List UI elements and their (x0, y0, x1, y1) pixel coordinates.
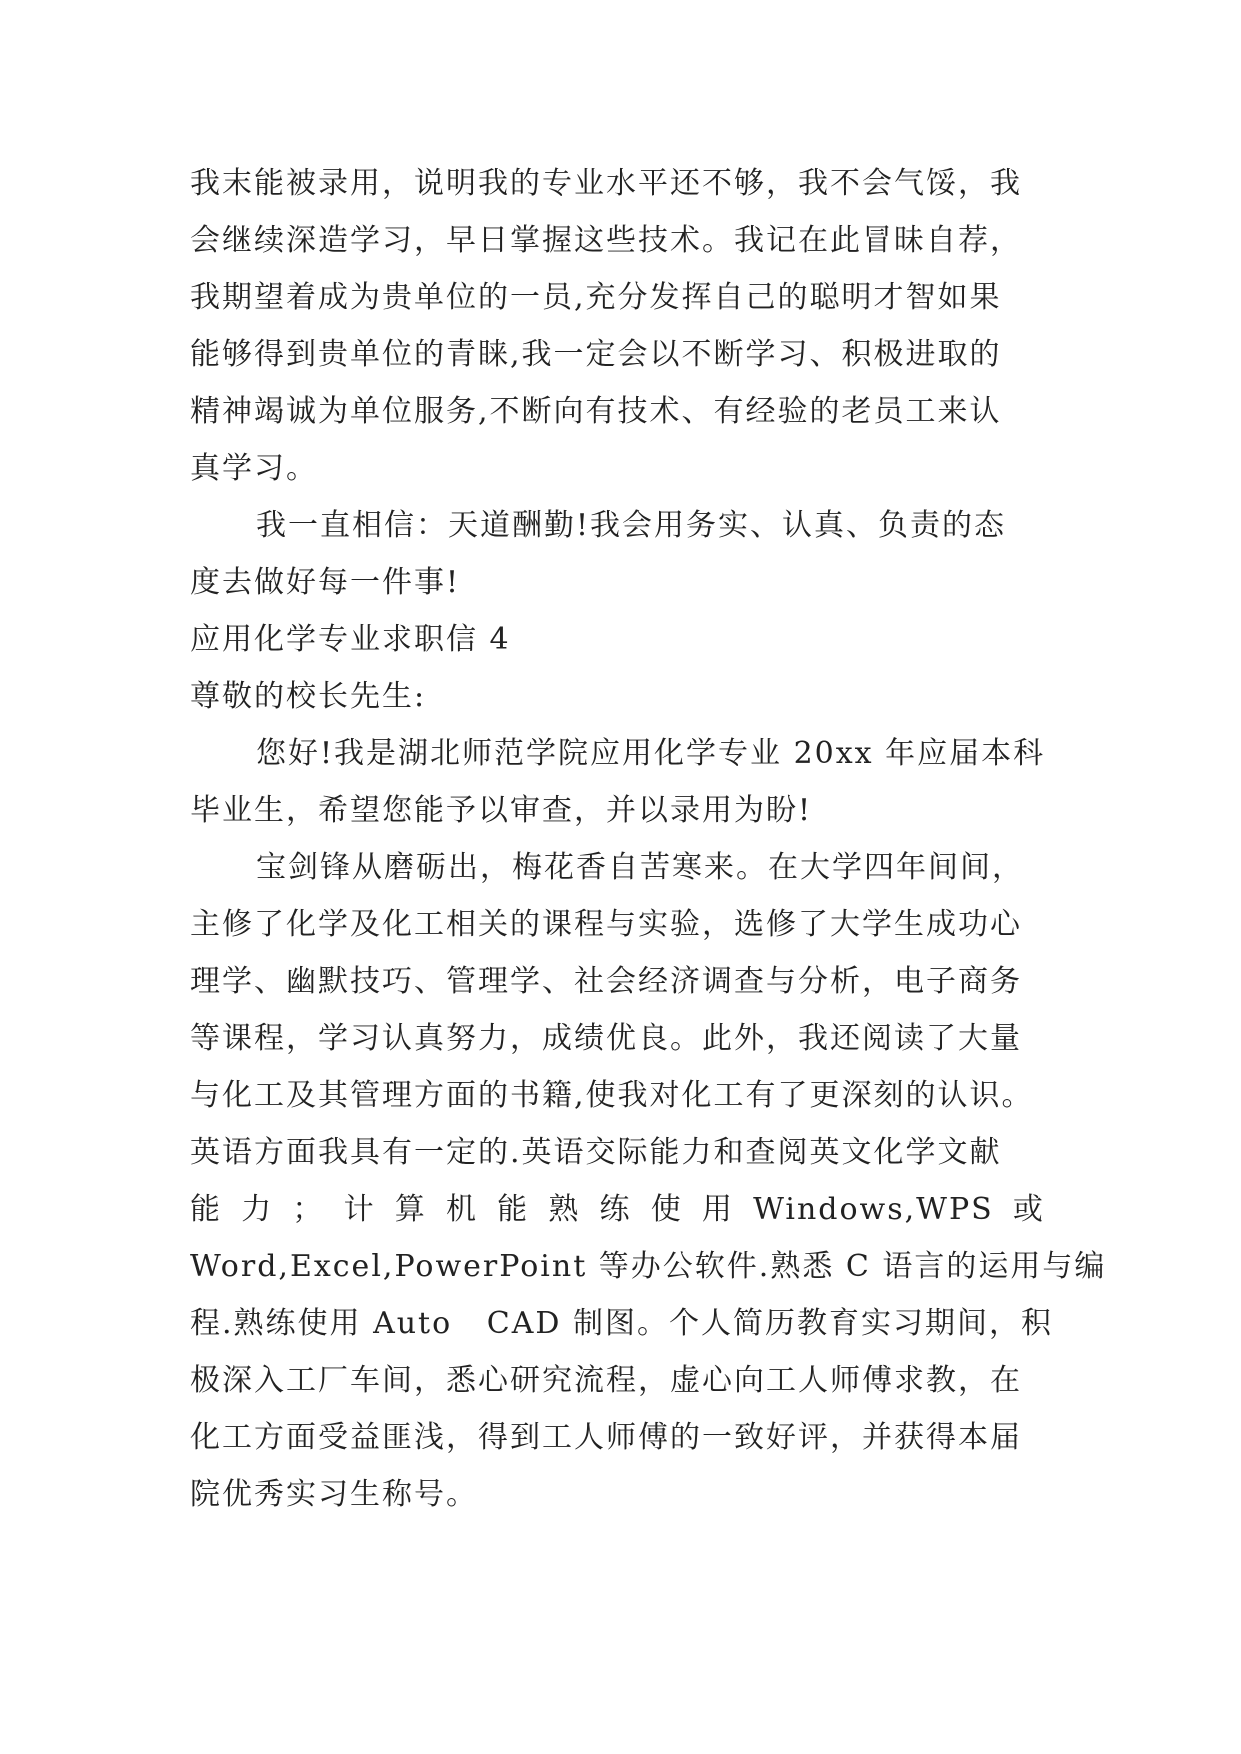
salutation: 尊敬的校长先生: (190, 679, 427, 714)
text-token: 练 (599, 1192, 632, 1227)
text-line: 程.熟练使用 Auto CAD 制图。个人简历教育实习期间，积 (190, 1306, 1053, 1341)
paragraph-first-line: 我一直相信：天道酬勤!我会用务实、认真、负责的态 (256, 508, 1007, 543)
justified-line (190, 1181, 1045, 1238)
text-token: 或 (1012, 1192, 1045, 1227)
text-line: 院优秀实习生称号。 (190, 1477, 478, 1512)
text-token: 使 (650, 1192, 683, 1227)
text-token: 能 (190, 1192, 222, 1227)
paragraph-first-line: 您好!我是湖北师范学院应用化学专业 20xx 年应届本科 (256, 736, 1046, 771)
text-line: 会继续深造学习，早日掌握这些技术。我记在此冒昧自荐， (190, 223, 1022, 258)
text-token: 熟 (548, 1192, 581, 1227)
text-line: 精神竭诚为单位服务,不断向有技术、有经验的老员工来认 (190, 394, 1002, 429)
text-line: 我末能被录用，说明我的专业水平还不够，我不会气馁，我 (190, 166, 1022, 201)
text-line: 英语方面我具有一定的.英语交际能力和查阅英文化学文献 (190, 1135, 1002, 1170)
text-line: 我期望着成为贵单位的一员,充分发挥自己的聪明才智如果 (190, 280, 1002, 315)
text-line: 等课程，学习认真努力，成绩优良。此外，我还阅读了大量 (190, 1021, 1022, 1056)
document-body (190, 155, 1107, 1523)
text-line: 主修了化学及化工相关的课程与实验，选修了大学生成功心 (190, 907, 1022, 942)
text-token: ； (292, 1192, 325, 1227)
text-line: 真学习。 (190, 451, 318, 486)
text-token: 算 (394, 1192, 427, 1227)
text-line: 与化工及其管理方面的书籍,使我对化工有了更深刻的认识。 (190, 1078, 1034, 1113)
text-line: 毕业生，希望您能予以审查，并以录用为盼! (190, 793, 813, 828)
text-line: 理学、幽默技巧、管理学、社会经济调查与分析，电子商务 (190, 964, 1022, 999)
text-token: 用 (701, 1192, 734, 1227)
text-line: 化工方面受益匪浅，得到工人师傅的一致好评，并获得本届 (190, 1420, 1022, 1455)
text-token: 力 (241, 1192, 274, 1227)
text-token: 能 (497, 1192, 530, 1227)
text-line: 极深入工厂车间，悉心研究流程，虚心向工人师傅求教，在 (190, 1363, 1022, 1398)
section-heading: 应用化学专业求职信 4 (190, 622, 511, 657)
text-token: 计 (343, 1192, 376, 1227)
text-line: 度去做好每一件事! (190, 565, 461, 600)
text-token: 机 (445, 1192, 478, 1227)
text-line: 能够得到贵单位的青睐,我一定会以不断学习、积极进取的 (190, 337, 1002, 372)
text-line: Word,Excel,PowerPoint 等办公软件.熟悉 C 语言的运用与编 (190, 1249, 1107, 1284)
text-token: Windows,WPS (753, 1192, 994, 1227)
paragraph-first-line: 宝剑锋从磨砺出，梅花香自苦寒来。在大学四年间间， (256, 850, 1024, 885)
